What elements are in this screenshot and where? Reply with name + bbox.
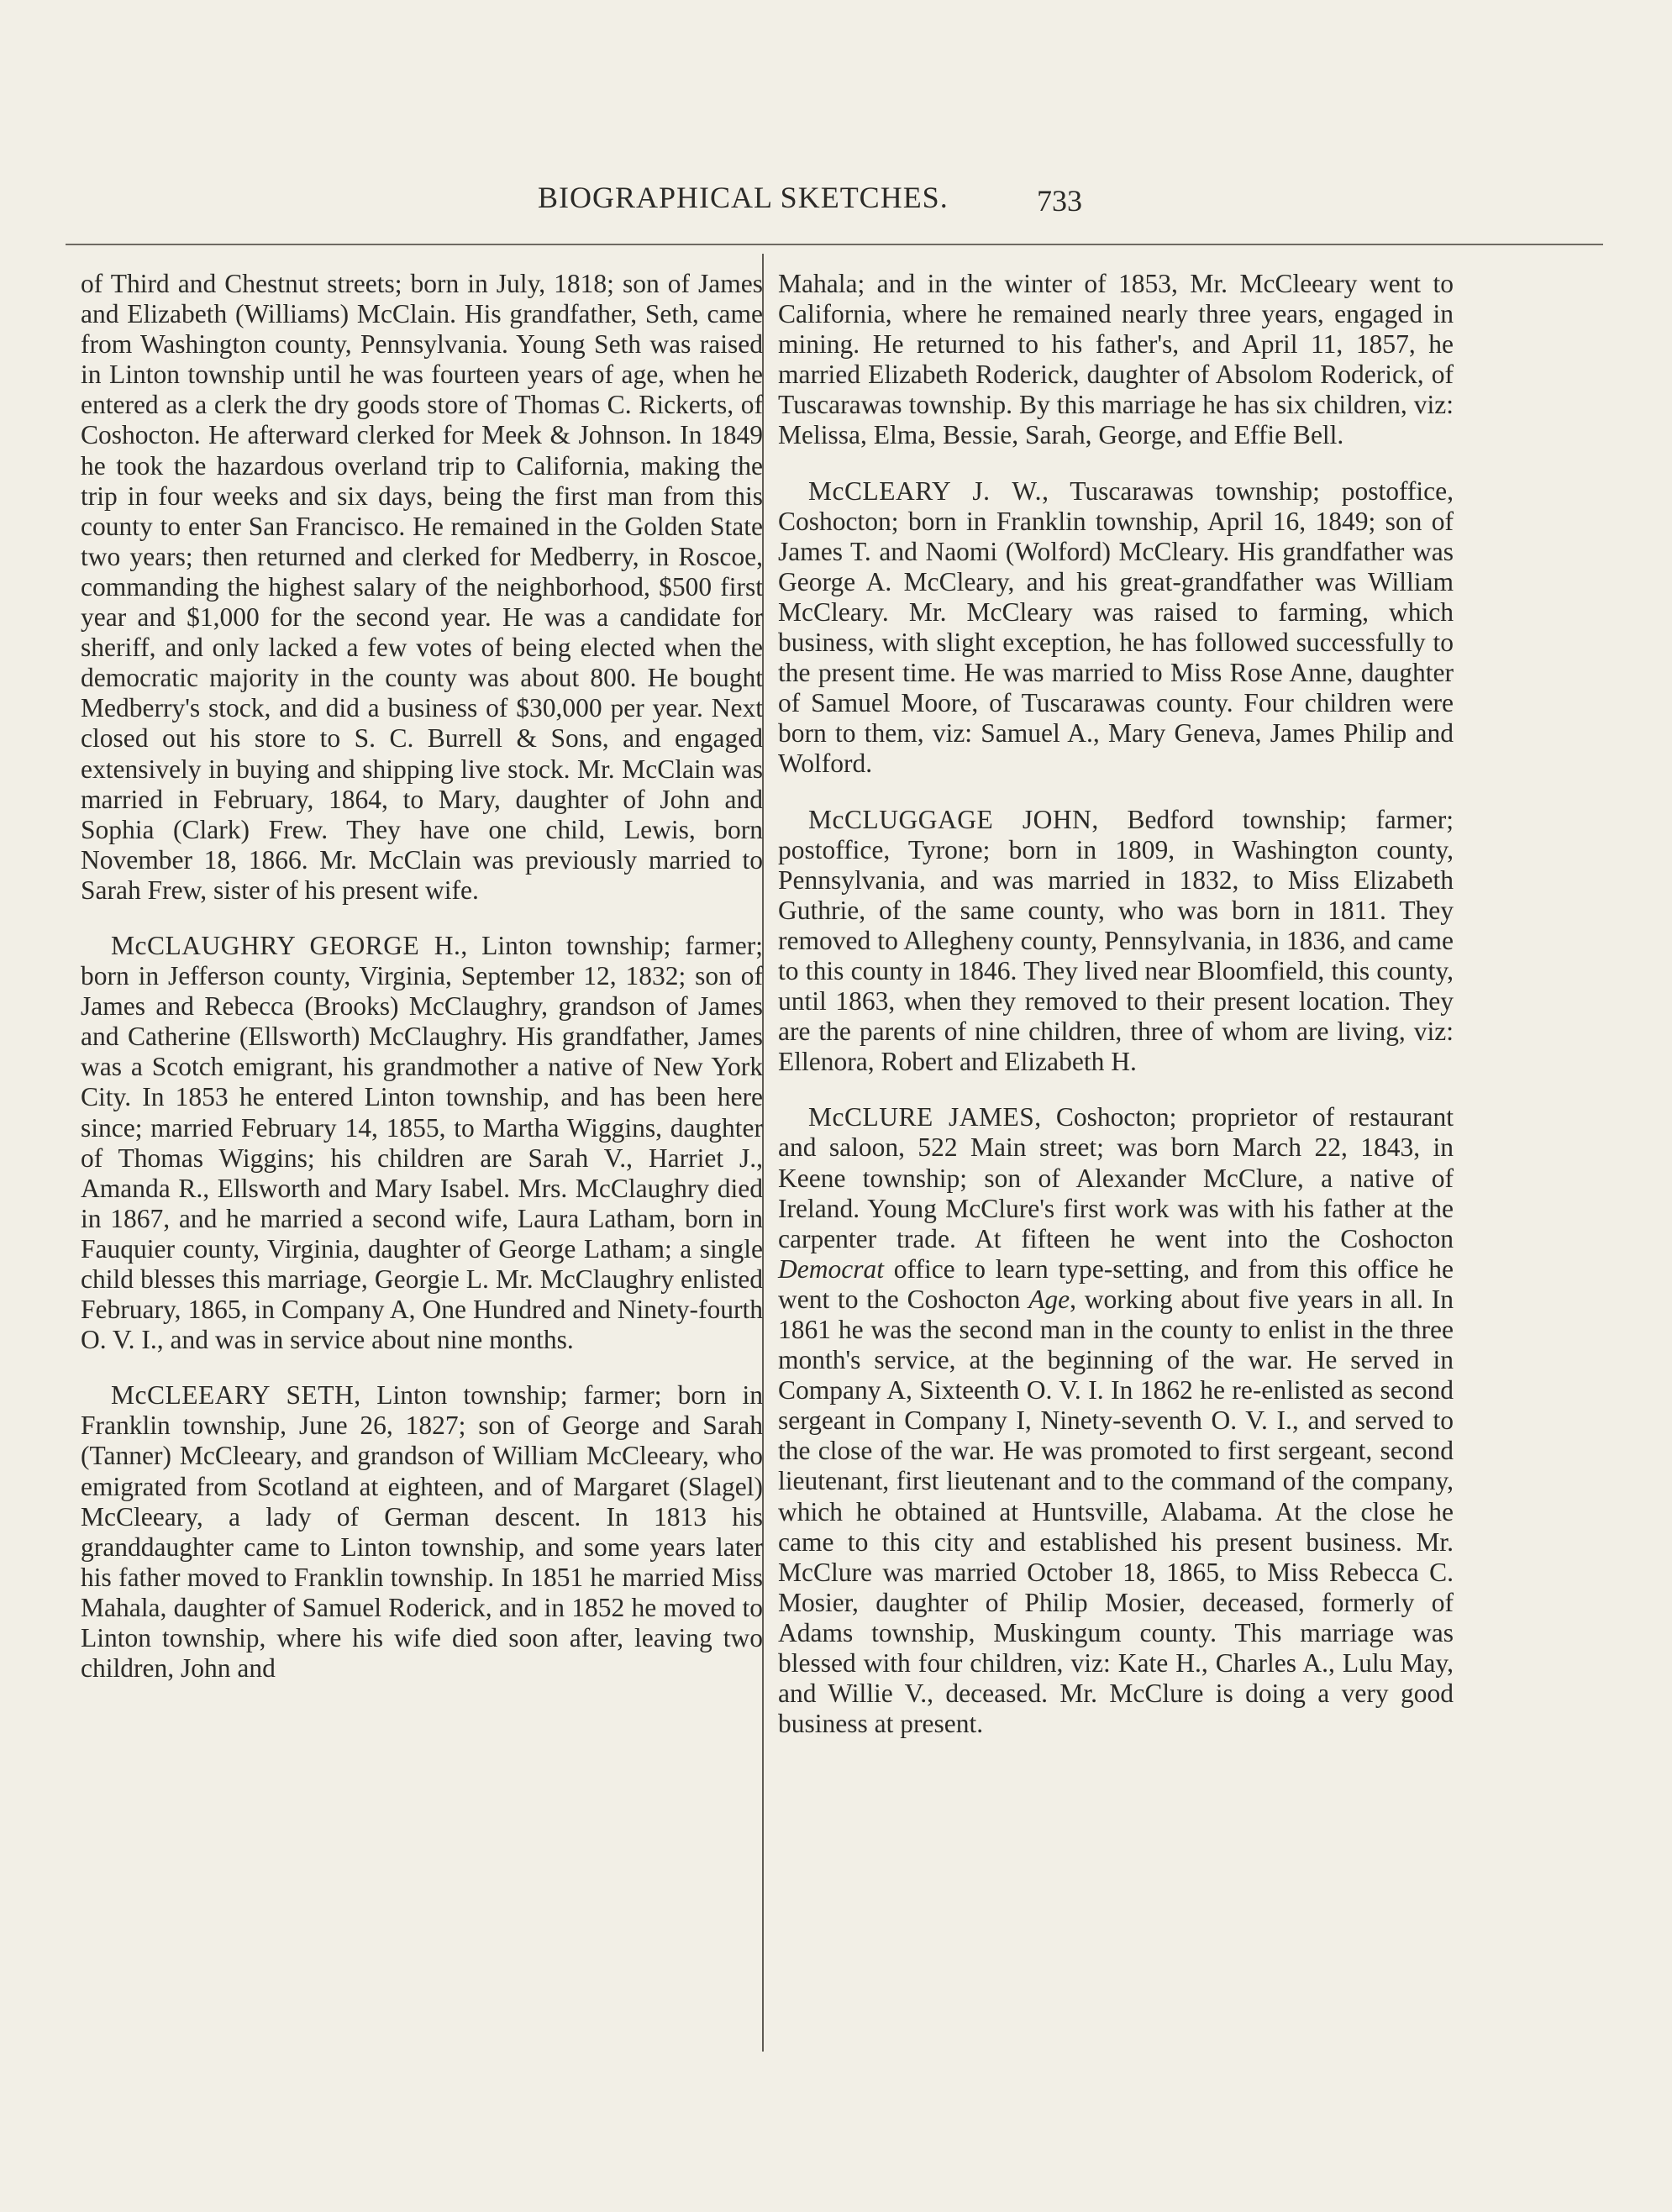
newspaper-title: Democrat bbox=[778, 1253, 884, 1284]
entry-name: McCLURE JAMES bbox=[808, 1102, 1035, 1132]
biography-entry bbox=[778, 1102, 1454, 1739]
page-number: 733 bbox=[1037, 184, 1082, 218]
running-title: BIOGRAPHICAL SKETCHES. bbox=[538, 181, 949, 214]
entry-text: , Linton township; farmer; born in Jefferson county, Virginia, September 12, 1832; son of James and Rebecca (Brooks) McClaughry, grandson of James and Catherine (Ellsworth) McClaughry. His grandfather, James was a Scotch emigrant, his grandmother a native of New York City. In 1853 he entered Linton township, and has been here since; married February 14, 1855, to Martha Wiggins, daughter of Thomas Wiggins; his children are Sarah V., Harriet J., Amanda R., Ellsworth and Mary Isabel. Mrs. McClaughry died in 1867, and he married a second wife, Laura Latham, born in Fauquier county, Virginia, daughter of George Latham; a single child blesses this marriage, Georgie L. Mr. McClaughry enlisted February, 1865, in Company A, One Hundred and Ninety-fourth O. V. I., and was in service about nine months. bbox=[81, 930, 763, 1355]
biography-entry bbox=[778, 476, 1454, 780]
entry-name: McCLEEARY SETH bbox=[111, 1380, 355, 1411]
entry-text: , Bedford township; farmer; postoffice, Tyrone; born in 1809, in Washington county, Pennsylvania, and was married in 1832, to Miss Elizabeth Guthrie, of the same county, who was born in 1811. They removed to Allegheny county, Pennsylvania, in 1836, and came to this county in 1846. They lived near Bloomfield, this county, until 1863, when they removed to their present location. They are the parents of nine children, three of whom are living, viz: Ellenora, Robert and Elizabeth H. bbox=[778, 804, 1454, 1077]
biography-entry bbox=[81, 931, 763, 1355]
entry-text: , working about five years in all. In 1861 he was the second man in the county to enlist in the three month's service, at the beginning of the war. He served in Company A, Sixteenth O. V. I. In 1862 he re-enlisted as second sergeant in Company I, Ninety-seventh O. V. I., and served to the close of the war. He was promoted to first sergeant, second lieutenant, first lieutenant and to the command of the company, which he obtained at Huntsville, Alabama. At the close he came to this city and established his present business. Mr. McClure was married October 18, 1865, to Miss Rebecca C. Mosier, daughter of Philip Mosier, deceased, formerly of Adams township, Muskingum county. This marriage was blessed with four children, viz: Kate H., Charles A., Lulu May, and Willie V., deceased. Mr. McClure is doing a very good business at present. bbox=[778, 1284, 1454, 1739]
newspaper-title: Age bbox=[1028, 1284, 1070, 1314]
entry-text: of Third and Chestnut streets; born in July, 1818; son of James and Elizabeth (Williams) McClain. His grandfather, Seth, came from Washington county, Pennsylvania. Young Seth was raised in Linton township until he was fourteen years of age, when he entered as a clerk the dry goods store of Thomas C. Rickerts, of Coshocton. He afterward clerked for Meek & Johnson. In 1849 he took the hazardous overland trip to California, making the trip in four weeks and six days, being the first man from this county to enter San Francisco. He remained in the Golden State two years; then returned and clerked for Medberry, in Roscoe, commanding the highest salary of the neighborhood, $500 first year and $1,000 for the second year. He was a candidate for sheriff, and only lacked a few votes of being elected when the democratic majority in the county was about 800. He bought Medberry's stock, and did a business of $30,000 per year. Next closed out his store to S. C. Burrell & Sons, and engaged extensively in buying and shipping live stock. Mr. McClain was married in February, 1864, to Mary, daughter of John and Sophia (Clark) Frew. They have one child, Lewis, born November 18, 1866. Mr. McClain was previously married to Sarah Frew, sister of his present wife. bbox=[81, 269, 763, 905]
entry-text: , Tuscarawas township; postoffice, Coshocton; born in Franklin township, April 16, 1849; son of James T. and Naomi (Wolford) McCleary. His grandfather was George A. McCleary, and his great-grandfather was William McCleary. Mr. McCleary was raised to farming, which business, with slight exception, he has followed successfully to the present time. He was married to Miss Rose Anne, daughter of Samuel Moore, of Tuscarawas county. Four children were born to them, viz: Samuel A., Mary Geneva, James Philip and Wolford. bbox=[778, 476, 1454, 779]
header-rule bbox=[66, 244, 1603, 245]
entry-text: Mahala; and in the winter of 1853, Mr. McCleeary went to California, where he remained nearly three years, engaged in mining. He returned to his father's, and April 11, 1857, he married Elizabeth Roderick, daughter of Absolom Roderick, of Tuscarawas township. By this marriage he has six children, viz: Melissa, Elma, Bessie, Sarah, George, and Effie Bell. bbox=[778, 269, 1454, 450]
continued-entry-fragment bbox=[81, 269, 763, 906]
continued-entry-fragment bbox=[778, 269, 1454, 451]
left-column bbox=[81, 269, 763, 1684]
right-column bbox=[778, 269, 1454, 1739]
entry-name: McCLEARY J. W. bbox=[808, 476, 1043, 506]
entry-text: , Coshocton; proprietor of restaurant and saloon, 522 Main street; was born March 22, 1843, in Keene township; son of Alexander McClure, a native of Ireland. Young McClure's first work was with his father at the carpenter trade. At fifteen he went into the Coshocton bbox=[778, 1102, 1454, 1253]
biography-entry bbox=[81, 1380, 763, 1684]
entry-name: McCLUGGAGE JOHN bbox=[808, 804, 1092, 834]
entry-text: office to learn type-setting, and from this office he went to the Coshocton bbox=[778, 1253, 1454, 1314]
entry-text: , Linton township; farmer; born in Franklin township, June 26, 1827; son of George and Sarah (Tanner) McCleeary, and grandson of William McCleeary, who emigrated from Scotland at eighteen, and of Margaret (Slagel) McCleeary, a lady of German descent. In 1813 his granddaughter came to Linton township, and some years later his father moved to Franklin township. In 1851 he married Miss Mahala, daughter of Samuel Roderick, and in 1852 he moved to Linton township, where his wife died soon after, leaving two children, John and bbox=[81, 1380, 763, 1684]
entry-name: McCLAUGHRY GEORGE H. bbox=[111, 930, 461, 960]
biography-entry bbox=[778, 805, 1454, 1078]
page-header bbox=[0, 180, 1672, 230]
